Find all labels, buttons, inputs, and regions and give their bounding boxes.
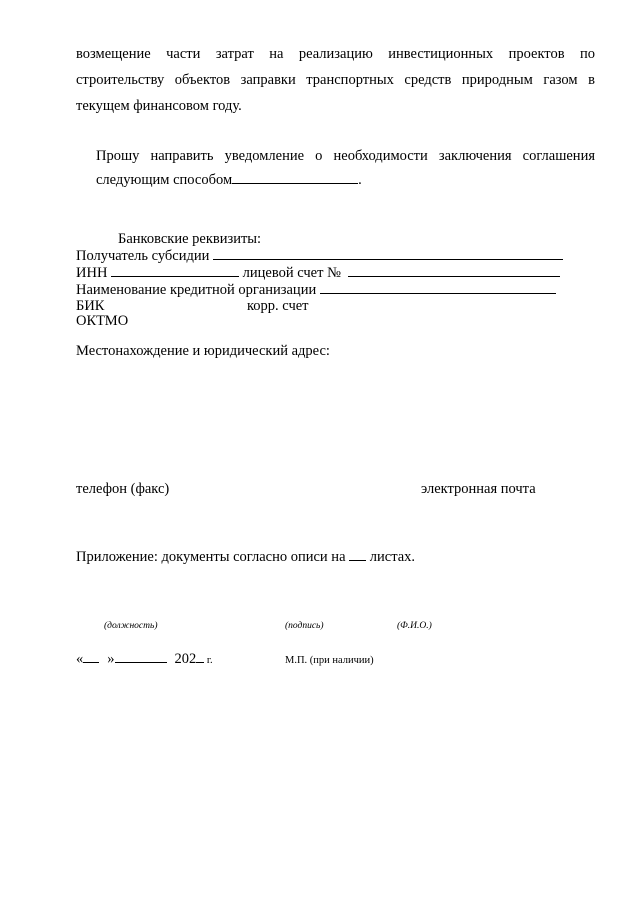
date-year-prefix: 202	[174, 651, 197, 667]
delivery-method-label: следующим способом	[96, 172, 233, 188]
bank-details-heading: Банковские реквизиты:	[118, 231, 262, 247]
paragraph-1-line-3: текущем финансовом году.	[76, 98, 242, 114]
inn-row	[76, 265, 560, 282]
email-label: электронная почта	[421, 481, 536, 497]
attachment-line	[76, 549, 415, 566]
position-caption: (должность)	[104, 621, 158, 631]
inn-label: ИНН	[76, 265, 108, 281]
delivery-method-blank[interactable]	[232, 182, 358, 184]
paragraph-1-line-2: строительству объектов заправки транспортных средств природным газом в	[76, 72, 595, 88]
paragraph-2-line-2	[96, 172, 362, 189]
attachment-suffix: листах.	[366, 549, 416, 565]
date-line	[76, 651, 213, 668]
fio-caption: (Ф.И.О.)	[397, 621, 432, 631]
recipient-blank[interactable]	[213, 258, 563, 260]
credit-org-label: Наименование кредитной организации	[76, 282, 317, 298]
date-day-blank[interactable]	[83, 661, 99, 663]
account-blank[interactable]	[348, 275, 560, 277]
inn-blank[interactable]	[111, 275, 239, 277]
oktmo-label: ОКТМО	[76, 313, 129, 329]
credit-org-row	[76, 282, 556, 299]
date-year-suffix: г.	[204, 655, 213, 666]
date-month-blank[interactable]	[115, 661, 167, 663]
signature-caption: (подпись)	[285, 621, 324, 631]
credit-org-blank[interactable]	[320, 292, 556, 294]
pages-count-blank[interactable]	[349, 559, 366, 561]
paragraph-1-line-1: возмещение части затрат на реализацию инвестиционных проектов по	[76, 46, 595, 62]
recipient-label: Получатель субсидии	[76, 248, 210, 264]
date-open-quote: «	[76, 651, 84, 667]
address-label: Местонахождение и юридический адрес:	[76, 343, 330, 359]
delivery-method-end: .	[358, 172, 362, 188]
bik-label: БИК	[76, 298, 105, 314]
attachment-prefix: Приложение: документы согласно описи на	[76, 549, 350, 565]
recipient-row	[76, 248, 563, 265]
corr-account-label: корр. счет	[247, 298, 309, 314]
paragraph-2-line-1: Прошу направить уведомление о необходимости заключения соглашения	[96, 148, 595, 164]
date-close-quote: »	[107, 651, 115, 667]
seal-note: М.П. (при наличии)	[285, 655, 374, 666]
account-label: лицевой счет №	[242, 265, 341, 281]
phone-label: телефон (факс)	[76, 481, 170, 497]
